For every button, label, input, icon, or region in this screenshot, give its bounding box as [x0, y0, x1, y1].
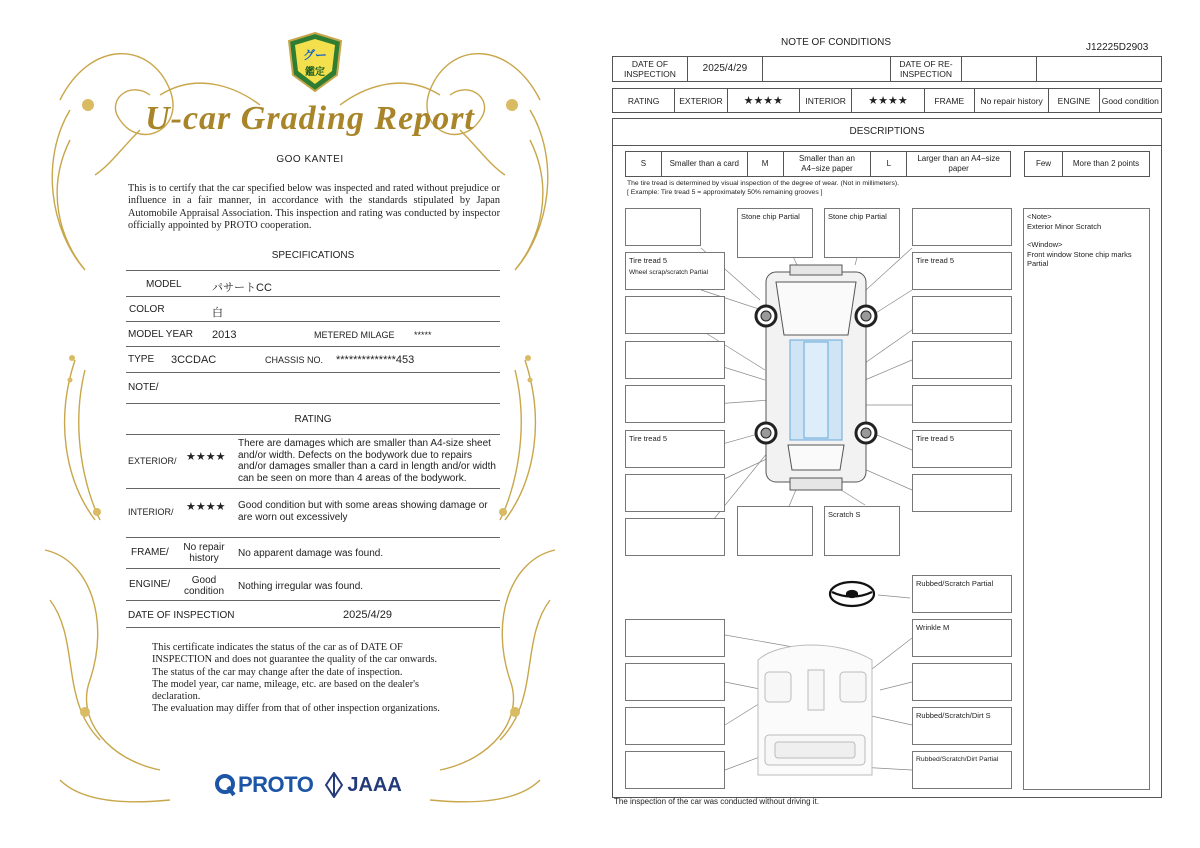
interior-description: Good condition but with some areas showing damage or are worn out excessively — [238, 500, 488, 523]
milage-label: METERED MILAGE — [314, 330, 395, 340]
model-label: MODEL — [146, 279, 182, 290]
interior-stars: ★★★★ — [186, 501, 226, 513]
steering-wheel-icon — [830, 582, 874, 606]
condition-box — [625, 619, 725, 657]
svg-text:鑑定: 鑑定 — [305, 67, 325, 78]
exterior-label: EXTERIOR/ — [128, 456, 177, 466]
condition-box-tire-rr: Tire tread 5 — [912, 430, 1012, 468]
specifications-heading: SPECIFICATIONS — [271, 250, 355, 261]
engine-label: ENGINE/ — [129, 579, 171, 590]
condition-box — [912, 296, 1012, 334]
condition-box-rubbed-dirt-partial: Rubbed/Scratch/Dirt Partial — [912, 751, 1012, 789]
color-value: 白 — [212, 307, 223, 319]
intro-text: This is to certify that the car specified below was inspected and rated without prejudice or influence in a fair manner, in accordance with the standards stipulated by Japan Automobile Appraisal Association. This inspection and rating was conducted by inspector officially appointed by PROTO cooperation. — [128, 183, 500, 232]
condition-box — [912, 208, 1012, 246]
inspection-footnote: The inspection of the car was conducted without driving it. — [614, 797, 819, 806]
exterior-description: There are damages which are smaller than A4-size sheet and/or width. Defects on the bodywork due to repairs and/or damages smaller than a card in length and/or width can be seen on more than 4 areas of the bodywork. — [238, 438, 496, 484]
descriptions-heading: DESCRIPTIONS — [612, 118, 1162, 146]
condition-box — [625, 751, 725, 789]
condition-box — [912, 663, 1012, 701]
document-number: J12225D2903 — [1086, 42, 1149, 53]
condition-box — [625, 474, 725, 512]
report-subtitle: GOO KANTEI — [276, 154, 344, 165]
chassis-value: **************453 — [336, 354, 415, 366]
milage-value: ***** — [414, 330, 432, 340]
note-of-conditions-sheet — [600, 0, 1200, 848]
color-label: COLOR — [129, 304, 165, 315]
type-label: TYPE — [128, 354, 155, 365]
chassis-label: CHASSIS NO. — [265, 355, 324, 365]
certificate-disclaimer: This certificate indicates the status of the car as of DATE OF INSPECTION and does not guarantee the quality of the car onwards. The status of the car may change after the date of inspection. The model year, car name, mileage, etc. are based on the dealer's declaration. The evaluation may differ from that of other inspection organizations. — [152, 642, 440, 715]
model-year-label: MODEL YEAR — [128, 329, 194, 340]
damage-size-legend: S Smaller than a card M Smaller than an A4−size paper L Larger than an A4−size paper — [625, 151, 1011, 177]
exterior-stars: ★★★★ — [186, 451, 226, 463]
condition-box-tire-fl: Tire tread 5 Wheel scrap/scratch Partial — [625, 252, 725, 290]
proto-logo: PROTO — [214, 772, 313, 798]
condition-box — [625, 341, 725, 379]
interior-label: INTERIOR/ — [128, 507, 174, 517]
condition-box — [912, 385, 1012, 423]
note-label: NOTE/ — [128, 382, 159, 393]
report-title: U-car Grading Report — [145, 100, 475, 137]
frame-value: No repair history — [183, 542, 225, 564]
condition-box — [912, 341, 1012, 379]
condition-box-scratch: Scratch S — [824, 506, 900, 556]
tire-tread-note: The tire tread is determined by visual inspection of the degree of wear. (Not in millimeters). [ Example: Tire tread 5 = approximately 50% remaining grooves ] — [627, 180, 899, 196]
type-value: 3CCDAC — [171, 354, 217, 366]
date-value: 2025/4/29 — [343, 609, 392, 621]
condition-box — [625, 518, 725, 556]
condition-box — [912, 474, 1012, 512]
few-legend: Few More than 2 points — [1024, 151, 1150, 177]
condition-box — [625, 663, 725, 701]
rating-heading: RATING — [294, 414, 332, 425]
condition-box-stone-chip-2: Stone chip Partial — [824, 208, 900, 258]
inspection-dates-table: DATE OF INSPECTION 2025/4/29 DATE OF RE-INSPECTION — [612, 56, 1162, 82]
goo-kantei-badge — [287, 31, 343, 93]
note-of-conditions-heading: NOTE OF CONDITIONS — [781, 37, 891, 48]
model-value: パサートCC — [212, 282, 272, 294]
condition-box-stone-chip-1: Stone chip Partial — [737, 208, 813, 258]
frame-description: No apparent damage was found. — [238, 548, 384, 559]
condition-box — [625, 707, 725, 745]
frame-label: FRAME/ — [131, 547, 169, 558]
condition-box-tire-fr: Tire tread 5 — [912, 252, 1012, 290]
svg-text:グー: グー — [302, 48, 328, 62]
condition-box — [625, 296, 725, 334]
jaaa-logo: JAAA — [325, 772, 401, 798]
rating-table: RATING EXTERIOR ★★★★ INTERIOR ★★★★ FRAME No repair history ENGINE Good condition — [612, 88, 1162, 113]
condition-box — [737, 506, 813, 556]
condition-box — [625, 385, 725, 423]
condition-box-wrinkle: Wrinkle M — [912, 619, 1012, 657]
condition-box-rubbed-scratch: Rubbed/Scratch Partial — [912, 575, 1012, 613]
notes-box: <Note> Exterior Minor Scratch <Window> Front window Stone chip marks Partial — [1023, 208, 1150, 790]
logos — [214, 770, 402, 800]
engine-value: Good condition — [183, 575, 225, 597]
condition-box-tire-rl: Tire tread 5 — [625, 430, 725, 468]
condition-box-rubbed-dirt-s: Rubbed/Scratch/Dirt S — [912, 707, 1012, 745]
model-year-value: 2013 — [212, 329, 237, 341]
condition-box — [625, 208, 701, 246]
date-label: DATE OF INSPECTION — [128, 610, 235, 621]
engine-description: Nothing irregular was found. — [238, 581, 364, 592]
